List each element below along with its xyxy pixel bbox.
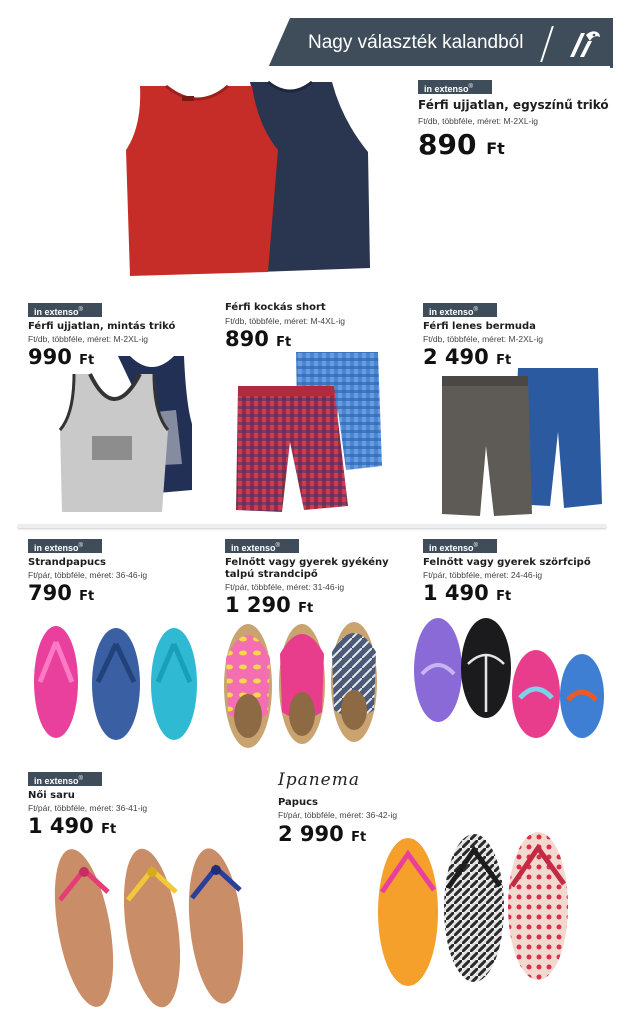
flip-flops-image (30, 622, 202, 748)
linen-bermuda-image (440, 366, 604, 516)
product-name: Felnőtt vagy gyerek szörfcipő (423, 557, 591, 568)
product-badge: in extenso® (423, 303, 497, 317)
product-name: Felnőtt vagy gyerek gyékény (225, 557, 389, 568)
product-badge: in extenso® (423, 539, 497, 553)
product-price: 2 990 Ft (278, 822, 367, 846)
section-divider (18, 524, 606, 528)
product-name: Férfi lenes bermuda (423, 321, 536, 332)
product-detail: Ft/pár, többféle, méret: 31-46-ig (225, 582, 345, 592)
product-badge: in extenso® (28, 539, 102, 553)
header-title: Nagy választék kalandból (308, 32, 524, 53)
surf-shoes-image (412, 616, 608, 746)
product-price: 2 490 Ft (423, 345, 512, 369)
product-detail: Ft/pár, többféle, méret: 24-46-ig (423, 570, 543, 580)
hero-badge: in extenso® (418, 80, 492, 94)
ipanema-flip-flops-image (374, 832, 574, 988)
product-name: Férfi kockás short (225, 302, 326, 313)
womens-sandals-image (48, 844, 252, 1012)
product-name: Papucs (278, 797, 318, 808)
patterned-tank-tops-image (56, 354, 196, 514)
product-name: Férfi ujjatlan, mintás trikó (28, 321, 176, 332)
ipanema-brand-logo: Ipanema (278, 770, 360, 790)
product-price: 790 Ft (28, 581, 95, 605)
hero-product-name: Férfi ujjatlan, egyszínű trikó (418, 98, 609, 112)
product-badge: in extenso® (225, 539, 299, 553)
espadrilles-image (222, 618, 382, 754)
product-price: 990 Ft (28, 345, 95, 369)
hero-product-detail: Ft/db, többféle, méret: M-2XL-ig (418, 116, 538, 126)
product-price: 890 Ft (225, 327, 292, 351)
hero-price: 890 Ft (418, 128, 505, 161)
tank-tops-image (118, 80, 388, 275)
product-badge: in extenso® (28, 303, 102, 317)
product-detail: Ft/pár, többféle, méret: 36-42-ig (278, 810, 398, 820)
product-name: Strandpapucs (28, 557, 107, 568)
product-name: Női saru (28, 790, 75, 801)
product-price: 1 490 Ft (423, 581, 512, 605)
product-detail: Ft/db, többféle, méret: M-4XL-ig (225, 316, 345, 326)
product-detail: Ft/pár, többféle, méret: 36-41-ig (28, 803, 148, 813)
product-price: 1 290 Ft (225, 593, 314, 617)
product-price: 1 490 Ft (28, 814, 117, 838)
product-name-line2: talpú strandcipő (225, 569, 318, 580)
auchan-bird-logo-icon (566, 27, 602, 61)
product-detail: Ft/pár, többféle, méret: 36-46-ig (28, 570, 148, 580)
product-detail: Ft/db, többféle, méret: M-2XL-ig (423, 334, 543, 344)
product-badge: in extenso® (28, 772, 102, 786)
product-detail: Ft/db, többféle, méret: M-2XL-ig (28, 334, 148, 344)
checked-shorts-image (234, 350, 384, 514)
